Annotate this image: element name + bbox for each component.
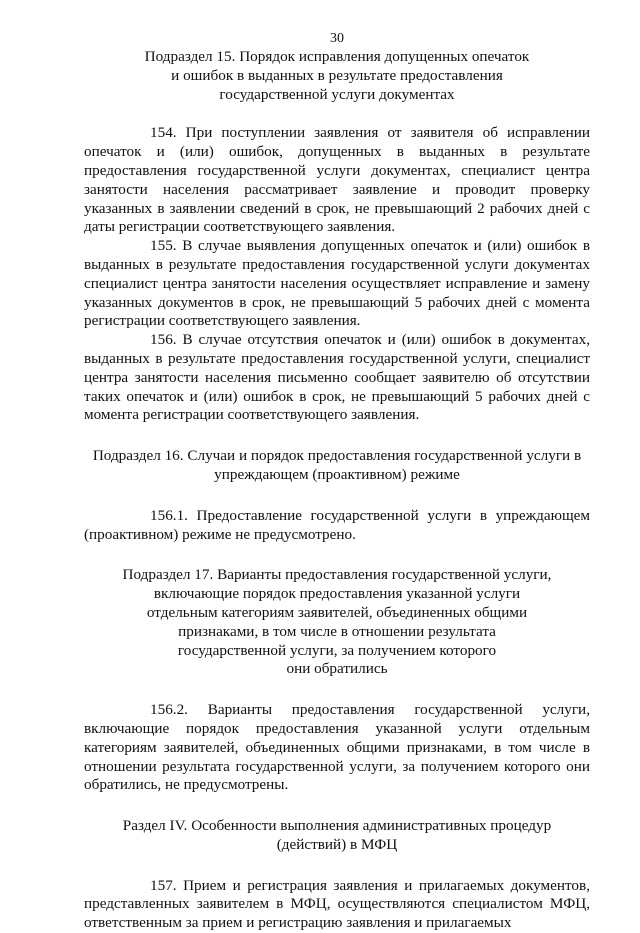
heading-line: Подраздел 17. Варианты предоставления государственной услуги, [122, 566, 552, 584]
paragraph-155: 155. В случае выявления допущенных опечаток и (или) ошибок в выданных в результате предоставления государственной услуги документах специалист центра занятости населения осуществляет исправление и замену указанных документов в срок, не превышающий 5 рабочих дней с момента регистрации соответствующего заявления. [84, 237, 590, 330]
page-number: 30 [330, 31, 344, 46]
subsection-15-heading [84, 48, 590, 104]
subsection-16-heading [84, 447, 590, 485]
heading-line: включающие порядок предоставления указанной услуги [153, 585, 521, 603]
paragraph-156-1: 156.1. Предоставление государственной услуги в упреждающем (проактивном) режиме не предусмотрено. [84, 506, 590, 543]
paragraph-157: 157. Прием и регистрация заявления и прилагаемых документов, представленных заявителем в МФЦ, осуществляются специалистом МФЦ, ответственным за прием и регистрацию заявления и прилагаемых [84, 876, 590, 932]
heading-line: Подраздел 16. Случаи и порядок предоставления государственной услуги в [92, 447, 582, 465]
heading-line: (действий) в МФЦ [276, 835, 398, 853]
heading-line: государственной услуги, за получением которого [177, 641, 497, 659]
heading-line: признаками, в том числе в отношении результата [178, 622, 496, 640]
heading-line: и ошибок в выданных в результате предоставления [171, 66, 503, 84]
paragraph-154: 154. При поступлении заявления от заявителя об исправлении опечаток и (или) ошибок, допущенных в выданных в результате предоставления государственной услуги документах, специалист центра занятости населения рассматривает заявление и проводит проверку указанных в заявлении сведений в срок, не превышающий 2 рабочих дней с даты регистрации соответствующего заявления. [84, 124, 590, 236]
heading-line: упреждающем (проактивном) режиме [214, 465, 460, 483]
subsection-17-heading [84, 566, 590, 679]
heading-line: отдельным категориям заявителей, объединенных общими [146, 603, 528, 621]
document-page [84, 30, 590, 933]
heading-line: они обратились [286, 660, 388, 678]
heading-line: Раздел IV. Особенности выполнения административных процедур [122, 817, 552, 835]
paragraph-156: 156. В случае отсутствия опечаток и (или) ошибок в документах, выданных в результате предоставления государственной услуги, специалист центра занятости населения письменно сообщает заявителю об отсутствии таких опечаток и (или) ошибок в срок, не превышающий 5 рабочих дней с момента регистрации соответствующего заявления. [84, 331, 590, 424]
section-4-heading [84, 817, 590, 855]
paragraph-156-2: 156.2. Варианты предоставления государственной услуги, включающие порядок предоставления указанной услуги отдельным категориям заявителей, объединенных общими признаками, в том числе в отношении результата государственной услуги, за получением которого они обратились, не предусмотрены. [84, 701, 590, 794]
heading-line: Подраздел 15. Порядок исправления допущенных опечаток [144, 48, 530, 65]
heading-line: государственной услуги документах [219, 85, 455, 103]
